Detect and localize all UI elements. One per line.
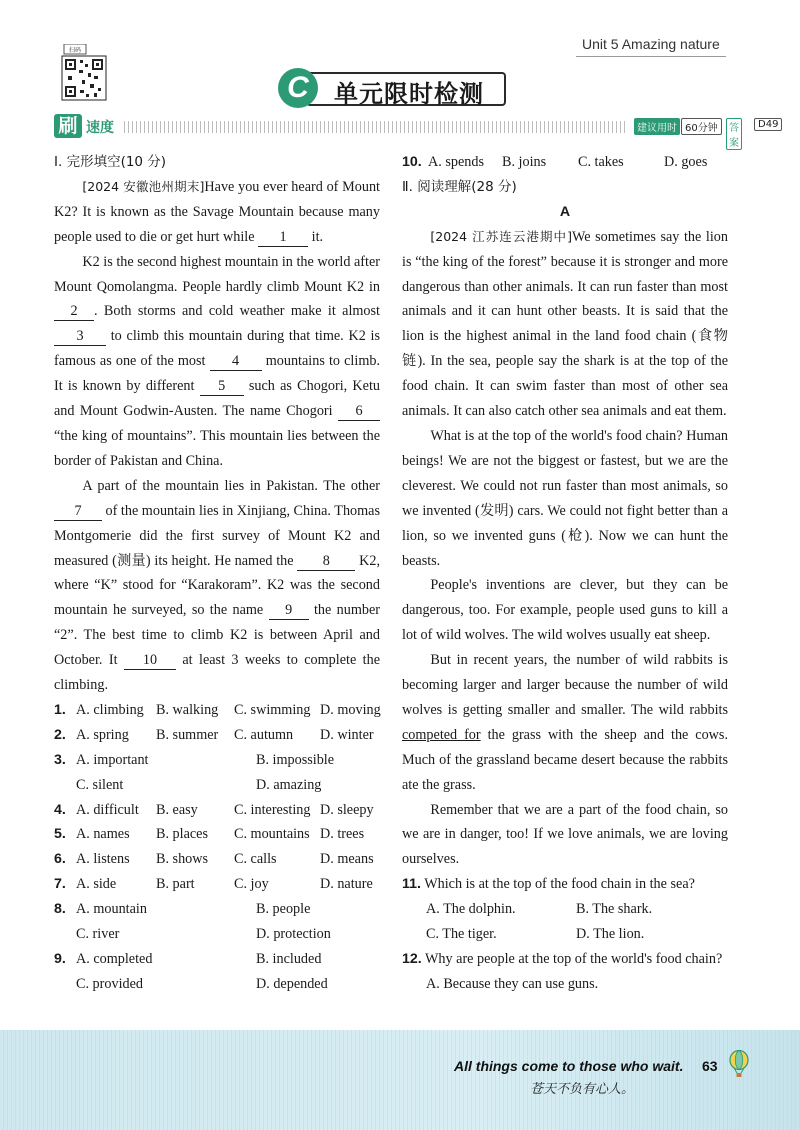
option-row: 8. A. mountain B. people	[54, 901, 311, 918]
banner-letter: C	[278, 68, 318, 108]
section-banner	[278, 70, 504, 108]
blank-10[interactable]: 10	[124, 651, 176, 670]
question-11: 11. Which is at the top of the food chain in the sea? A. The dolphin. B. The shark. C. The tiger. D. The lion.	[402, 872, 728, 947]
right-column	[402, 150, 728, 997]
option-row: 6. A. listens B. shows C. calls D. means	[54, 851, 374, 868]
question-12: 12. Why are people at the top of the world's food chain? A. Because they can use guns.	[402, 947, 728, 997]
answer-label: 答案	[726, 118, 742, 150]
choice[interactable]: C. The tiger.	[426, 926, 497, 943]
motto-english: All things come to those who wait.	[454, 1058, 684, 1074]
speed-bar	[54, 114, 779, 149]
section-title-reading: Ⅱ. 阅读理解(28 分)	[402, 178, 517, 195]
blank-2[interactable]: 2	[54, 302, 94, 321]
option-row: 9. A. completed B. included	[54, 951, 322, 967]
option-row: 2. A. spring B. summer C. autumn D. winter	[54, 726, 374, 743]
option-row: 1. A. climbing B. walking C. swimming D. moving	[54, 701, 381, 718]
blank-6[interactable]: 6	[338, 402, 380, 421]
unit-label: Unit 5 Amazing nature	[582, 36, 720, 52]
source-tag: [2024 安徽池州期末]	[82, 178, 205, 194]
reading-paragraph-3: People's inventions are clever, but they can be dangerous, too. For example, people used guns to kill a lot of wild wolves. The wild wolves usually eat sheep.	[402, 577, 728, 644]
choice[interactable]: A. The dolphin.	[426, 901, 516, 918]
passage-label: A	[559, 203, 571, 220]
blank-8[interactable]: 8	[297, 552, 355, 571]
options-list	[54, 698, 380, 997]
option-row: C. river D. protection	[76, 926, 331, 943]
speed-mark: 刷	[54, 114, 82, 138]
unit-underline	[576, 56, 726, 57]
time-value: 60分钟	[681, 118, 722, 135]
choice[interactable]: A. Because they can use guns.	[426, 975, 599, 992]
motto-chinese: 苍天不负有心人。	[530, 1082, 635, 1097]
choice[interactable]: D. The lion.	[576, 926, 645, 943]
option-row: 10. A. spends B. joins C. takes D. goes	[402, 154, 708, 170]
answer-page: D49	[754, 118, 782, 131]
reading-paragraph-4: But in recent years, the number of wild rabbits is becoming larger and larger because the number of wild wolves is getting smaller and smaller. The wild rabbits competed for the grass with the sheep and the cows. Much of the grassland became desert because the rabbits ate the grass.	[402, 652, 728, 793]
blank-1[interactable]: 1	[258, 228, 308, 247]
section-title-cloze: Ⅰ. 完形填空(10 分)	[54, 154, 167, 170]
svg-text:扫码: 扫码	[68, 47, 82, 54]
option-row: C. silent D. amazing	[76, 776, 322, 793]
blank-4[interactable]: 4	[210, 352, 262, 371]
footer-texture	[0, 1030, 800, 1130]
underlined-phrase: competed for	[402, 726, 481, 743]
balloon-icon	[728, 1050, 750, 1078]
blank-9[interactable]: 9	[269, 601, 309, 620]
page-title: 单元限时检测	[334, 80, 484, 108]
option-row: 7. A. side B. part C. joy D. nature	[54, 876, 373, 893]
option-row: C. provided D. depended	[76, 975, 328, 992]
left-column	[54, 150, 380, 997]
cloze-paragraph-1: [2024 安徽池州期末]Have you ever heard of Mount K2? It is known as the Savage Mountain because many people used to die or get hurt while 1 it.	[54, 178, 380, 245]
qr-code	[60, 44, 108, 102]
option-row: 4. A. difficult B. easy C. interesting D. sleepy	[54, 801, 374, 818]
blank-7[interactable]: 7	[54, 502, 102, 521]
source-tag: [2024 江苏连云港期中]	[430, 228, 572, 244]
option-row: 5. A. names B. places C. mountains D. trees	[54, 826, 365, 843]
reading-paragraph-1: [2024 江苏连云港期中]We sometimes say the lion is “the king of the forest” because it is stronger and more dangerous than other animals. It can run faster than most animals and it can hunt other beasts. It is said that the lion is the highest animal in the land food chain (食物链). In the sea, people say the shark is at the top of the food chain. It can swim faster than most of other sea animals. It can also catch other sea animals and eat them.	[402, 228, 728, 420]
speed-stripes	[124, 121, 628, 133]
blank-5[interactable]: 5	[200, 377, 244, 396]
speed-word: 速度	[86, 120, 114, 136]
option-row: 3. A. important B. impossible	[54, 751, 335, 768]
reading-paragraph-5: Remember that we are a part of the food chain, so we are in danger, too! If we love animals, we are loving ourselves.	[402, 801, 728, 868]
time-label: 建议用时	[634, 118, 680, 135]
choice[interactable]: B. The shark.	[576, 901, 653, 918]
reading-paragraph-2: What is at the top of the world's food chain? Human beings! We are not the biggest or fastest, but we are the cleverest. We could not run faster than most animals, so we invented (发明) cars. We could not fight better than a lion, so we invented guns (枪). Now we can hunt the beasts.	[402, 427, 728, 569]
blank-3[interactable]: 3	[54, 327, 106, 346]
page-number: 63	[702, 1058, 718, 1074]
cloze-paragraph-3: A part of the mountain lies in Pakistan. The other 7 of the mountain lies in Xinjiang, China. Thomas Montgomerie did the first survey of Mount K2 and measured (测量) its height. He named the 8 K2, where “K” stood for “Karakoram”. K2 was the second mountain he surveyed, so the name 9 the number “2”. The best time to climb K2 is between April and October. It 10 at least 3 weeks to complete the climbing.	[54, 477, 381, 694]
cloze-paragraph-2: K2 is the second highest mountain in the world after Mount Qomolangma. People hardly climb Mount K2 in 2 . Both storms and cold weather make it almost 3 to climb this mountain during that time. K2 is famous as one of the most 4 mountains to climb. It is known by different 5 such as Chogori, Ketu and Mount Godwin-Austen. The name Chogori 6 “the king of mountains”. This mountain lies between the border of Pakistan and China.	[54, 253, 380, 469]
